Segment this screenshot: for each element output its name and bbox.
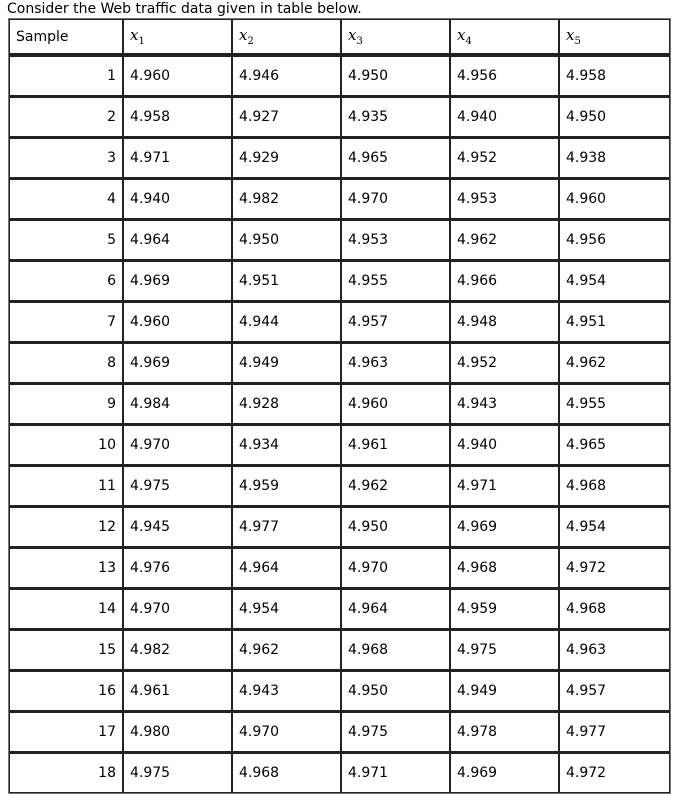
- value-cell-x2: 4.949: [232, 342, 341, 383]
- value-cell-x3: 4.965: [341, 137, 450, 178]
- value-cell-x3: 4.963: [341, 342, 450, 383]
- value-cell-x1: 4.945: [123, 506, 232, 547]
- sample-number-cell: 3: [9, 137, 123, 178]
- value-cell-x2: 4.964: [232, 547, 341, 588]
- sample-number-cell: 17: [9, 711, 123, 752]
- header-x5: $x_5$: [559, 19, 670, 55]
- value-cell-x1: 4.976: [123, 547, 232, 588]
- sample-number-cell: 18: [9, 752, 123, 793]
- value-cell-x5: 4.950: [559, 96, 670, 137]
- value-cell-x4: 4.959: [450, 588, 559, 629]
- value-cell-x1: 4.970: [123, 424, 232, 465]
- value-cell-x4: 4.948: [450, 301, 559, 342]
- table-row: [9, 96, 670, 137]
- sample-number-cell: 12: [9, 506, 123, 547]
- value-cell-x4: 4.969: [450, 752, 559, 793]
- value-cell-x1: 4.971: [123, 137, 232, 178]
- value-cell-x4: 4.975: [450, 629, 559, 670]
- value-cell-x1: 4.958: [123, 96, 232, 137]
- value-cell-x5: 4.955: [559, 383, 670, 424]
- value-cell-x5: 4.972: [559, 547, 670, 588]
- table-row: [9, 178, 670, 219]
- value-cell-x2: 4.934: [232, 424, 341, 465]
- value-cell-x1: 4.960: [123, 55, 232, 96]
- value-cell-x5: 4.968: [559, 465, 670, 506]
- sample-number-cell: 10: [9, 424, 123, 465]
- value-cell-x5: 4.958: [559, 55, 670, 96]
- value-cell-x4: 4.968: [450, 547, 559, 588]
- value-cell-x3: 4.960: [341, 383, 450, 424]
- value-cell-x5: 4.960: [559, 178, 670, 219]
- value-cell-x1: 4.984: [123, 383, 232, 424]
- value-cell-x3: 4.950: [341, 506, 450, 547]
- value-cell-x2: 4.977: [232, 506, 341, 547]
- value-cell-x1: 4.970: [123, 588, 232, 629]
- value-cell-x2: 4.951: [232, 260, 341, 301]
- value-cell-x4: 4.943: [450, 383, 559, 424]
- header-x1: $x_1$: [123, 19, 232, 55]
- value-cell-x3: 4.957: [341, 301, 450, 342]
- value-cell-x3: 4.970: [341, 547, 450, 588]
- value-cell-x3: 4.950: [341, 55, 450, 96]
- value-cell-x5: 4.951: [559, 301, 670, 342]
- value-cell-x2: 4.962: [232, 629, 341, 670]
- sample-number-cell: 4: [9, 178, 123, 219]
- value-cell-x2: 4.944: [232, 301, 341, 342]
- value-cell-x3: 4.935: [341, 96, 450, 137]
- value-cell-x4: 4.940: [450, 96, 559, 137]
- value-cell-x2: 4.927: [232, 96, 341, 137]
- sample-number-cell: 14: [9, 588, 123, 629]
- value-cell-x4: 4.969: [450, 506, 559, 547]
- table-row: [9, 465, 670, 506]
- value-cell-x4: 4.962: [450, 219, 559, 260]
- value-cell-x4: 4.966: [450, 260, 559, 301]
- header-row: [9, 19, 670, 55]
- value-cell-x2: 4.929: [232, 137, 341, 178]
- value-cell-x1: 4.969: [123, 260, 232, 301]
- table-row: [9, 711, 670, 752]
- value-cell-x2: 4.970: [232, 711, 341, 752]
- header-sample: Sample: [9, 19, 123, 55]
- header-x4: $x_4$: [450, 19, 559, 55]
- value-cell-x5: 4.977: [559, 711, 670, 752]
- value-cell-x1: 4.964: [123, 219, 232, 260]
- table-row: [9, 219, 670, 260]
- value-cell-x5: 4.963: [559, 629, 670, 670]
- table-row: [9, 752, 670, 793]
- value-cell-x3: 4.953: [341, 219, 450, 260]
- value-cell-x3: 4.968: [341, 629, 450, 670]
- value-cell-x3: 4.970: [341, 178, 450, 219]
- sample-number-cell: 1: [9, 55, 123, 96]
- sample-number-cell: 15: [9, 629, 123, 670]
- value-cell-x5: 4.965: [559, 424, 670, 465]
- sample-number-cell: 13: [9, 547, 123, 588]
- value-cell-x4: 4.953: [450, 178, 559, 219]
- value-cell-x5: 4.968: [559, 588, 670, 629]
- value-cell-x5: 4.956: [559, 219, 670, 260]
- value-cell-x4: 4.949: [450, 670, 559, 711]
- value-cell-x4: 4.952: [450, 137, 559, 178]
- value-cell-x4: 4.978: [450, 711, 559, 752]
- table-row: [9, 55, 670, 96]
- value-cell-x3: 4.950: [341, 670, 450, 711]
- value-cell-x5: 4.957: [559, 670, 670, 711]
- value-cell-x3: 4.971: [341, 752, 450, 793]
- table-caption: Consider the Web traffic data given in table below.: [7, 1, 362, 17]
- sample-number-cell: 9: [9, 383, 123, 424]
- value-cell-x5: 4.938: [559, 137, 670, 178]
- sample-number-cell: 6: [9, 260, 123, 301]
- value-cell-x2: 4.943: [232, 670, 341, 711]
- table-row: [9, 629, 670, 670]
- value-cell-x3: 4.975: [341, 711, 450, 752]
- value-cell-x4: 4.952: [450, 342, 559, 383]
- value-cell-x2: 4.959: [232, 465, 341, 506]
- header-x2: $x_2$: [232, 19, 341, 55]
- value-cell-x2: 4.950: [232, 219, 341, 260]
- sample-number-cell: 16: [9, 670, 123, 711]
- value-cell-x5: 4.954: [559, 260, 670, 301]
- table-row: [9, 301, 670, 342]
- value-cell-x2: 4.946: [232, 55, 341, 96]
- value-cell-x3: 4.964: [341, 588, 450, 629]
- value-cell-x1: 4.975: [123, 465, 232, 506]
- value-cell-x1: 4.969: [123, 342, 232, 383]
- table-row: [9, 383, 670, 424]
- web-traffic-table: [8, 18, 671, 794]
- table-row: [9, 424, 670, 465]
- value-cell-x1: 4.982: [123, 629, 232, 670]
- value-cell-x2: 4.968: [232, 752, 341, 793]
- value-cell-x5: 4.954: [559, 506, 670, 547]
- table-row: [9, 547, 670, 588]
- value-cell-x1: 4.980: [123, 711, 232, 752]
- value-cell-x5: 4.962: [559, 342, 670, 383]
- sample-number-cell: 7: [9, 301, 123, 342]
- value-cell-x1: 4.960: [123, 301, 232, 342]
- value-cell-x2: 4.982: [232, 178, 341, 219]
- value-cell-x4: 4.971: [450, 465, 559, 506]
- sample-number-cell: 2: [9, 96, 123, 137]
- table-row: [9, 670, 670, 711]
- header-x3: $x_3$: [341, 19, 450, 55]
- sample-number-cell: 11: [9, 465, 123, 506]
- value-cell-x5: 4.972: [559, 752, 670, 793]
- value-cell-x2: 4.928: [232, 383, 341, 424]
- value-cell-x4: 4.956: [450, 55, 559, 96]
- value-cell-x4: 4.940: [450, 424, 559, 465]
- value-cell-x1: 4.961: [123, 670, 232, 711]
- sample-number-cell: 8: [9, 342, 123, 383]
- value-cell-x3: 4.962: [341, 465, 450, 506]
- value-cell-x1: 4.940: [123, 178, 232, 219]
- table-row: [9, 342, 670, 383]
- value-cell-x2: 4.954: [232, 588, 341, 629]
- table-row: [9, 506, 670, 547]
- sample-number-cell: 5: [9, 219, 123, 260]
- value-cell-x1: 4.975: [123, 752, 232, 793]
- value-cell-x3: 4.961: [341, 424, 450, 465]
- table-row: [9, 260, 670, 301]
- table-row: [9, 588, 670, 629]
- value-cell-x3: 4.955: [341, 260, 450, 301]
- table-row: [9, 137, 670, 178]
